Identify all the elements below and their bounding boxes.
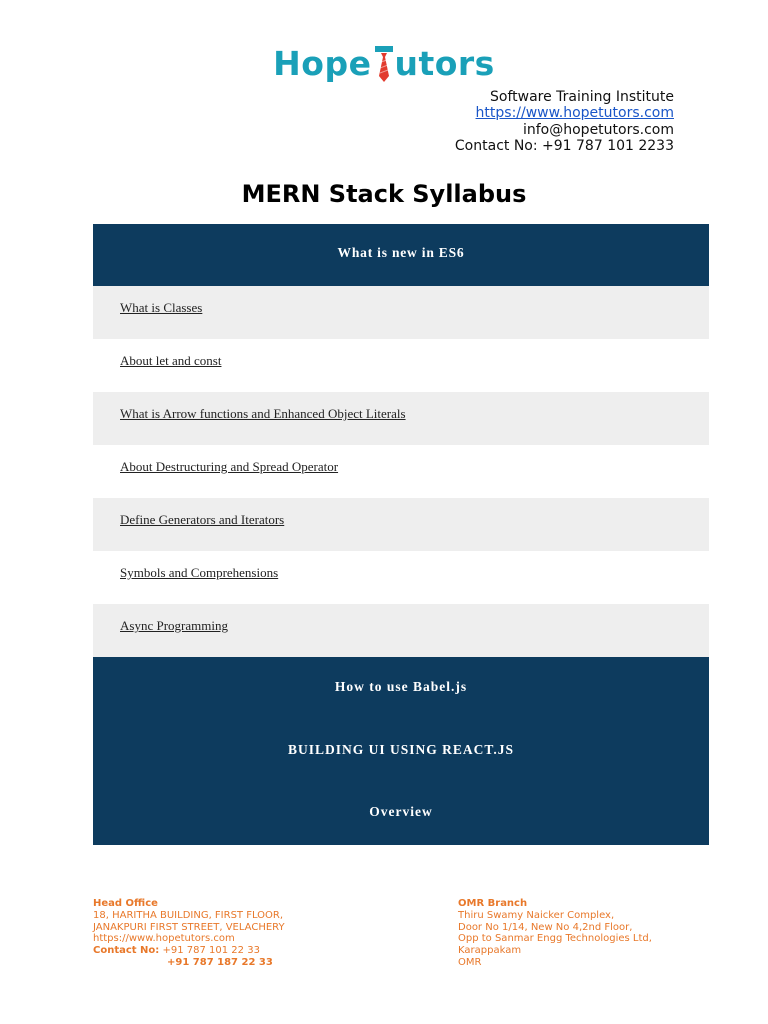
address-line: Opp to Sanmar Engg Technologies Ltd, [458, 933, 652, 945]
omr-branch-address [458, 898, 652, 969]
topic-row [93, 339, 709, 392]
logo-text-hope: Hope [273, 44, 372, 83]
topic-row [93, 551, 709, 604]
address-line: 18, HARITHA BUILDING, FIRST FLOOR, [93, 909, 284, 921]
logo-text-utors: utors [394, 44, 495, 83]
topic-row [93, 498, 709, 551]
address-line: Thiru Swamy Naicker Complex, [458, 909, 615, 921]
footer-phone-2: +91 787 187 22 33 [167, 956, 273, 968]
section-babel: How to use Babel.js [334, 679, 468, 694]
page-title: MERN Stack Syllabus [241, 180, 527, 208]
head-office-label: Head Office [93, 898, 158, 909]
topic-link[interactable]: About Destructuring and Spread Operator [120, 459, 339, 474]
topic-row [93, 445, 709, 498]
topic-link[interactable]: What is Arrow functions and Enhanced Object Literals [120, 406, 406, 421]
email-text: info@hopetutors.com [522, 121, 674, 138]
topic-link[interactable]: Symbols and Comprehensions [120, 565, 279, 580]
section-react-ui: BUILDING UI USING REACT.JS [287, 741, 515, 757]
topic-link[interactable]: About let and const [120, 353, 222, 368]
topic-row [93, 604, 709, 657]
contact-label: Contact No: [93, 945, 160, 957]
address-line: Door No 1/14, New No 4,2nd Floor, [458, 921, 633, 933]
website-link[interactable]: https://www.hopetutors.com [475, 105, 674, 122]
footer-website[interactable]: https://www.hopetutors.com [93, 933, 235, 945]
syllabus-table [93, 224, 709, 845]
hopetutors-logo [0, 42, 768, 84]
section-overview: Overview [369, 804, 433, 820]
tagline: Software Training Institute [490, 89, 674, 105]
phone-text: Contact No: +91 787 101 2233 [454, 138, 674, 155]
tie-icon [375, 42, 393, 84]
footer-phone-1: +91 787 101 22 33 [162, 945, 260, 957]
topic-link[interactable]: Define Generators and Iterators [120, 512, 285, 527]
topic-row [93, 286, 709, 339]
address-line: OMR [458, 956, 482, 968]
topic-row [93, 392, 709, 445]
omr-branch-label: OMR Branch [458, 898, 528, 909]
sections-block [93, 657, 709, 845]
topic-link[interactable]: Async Programming [120, 618, 228, 633]
topic-link[interactable]: What is Classes [120, 300, 203, 315]
address-line: JANAKPURI FIRST STREET, VELACHERY [93, 921, 285, 933]
head-office-address [93, 898, 285, 969]
section-header-es6: What is new in ES6 [93, 224, 709, 286]
contact-block [455, 89, 674, 155]
address-line: Karappakam [458, 945, 522, 957]
